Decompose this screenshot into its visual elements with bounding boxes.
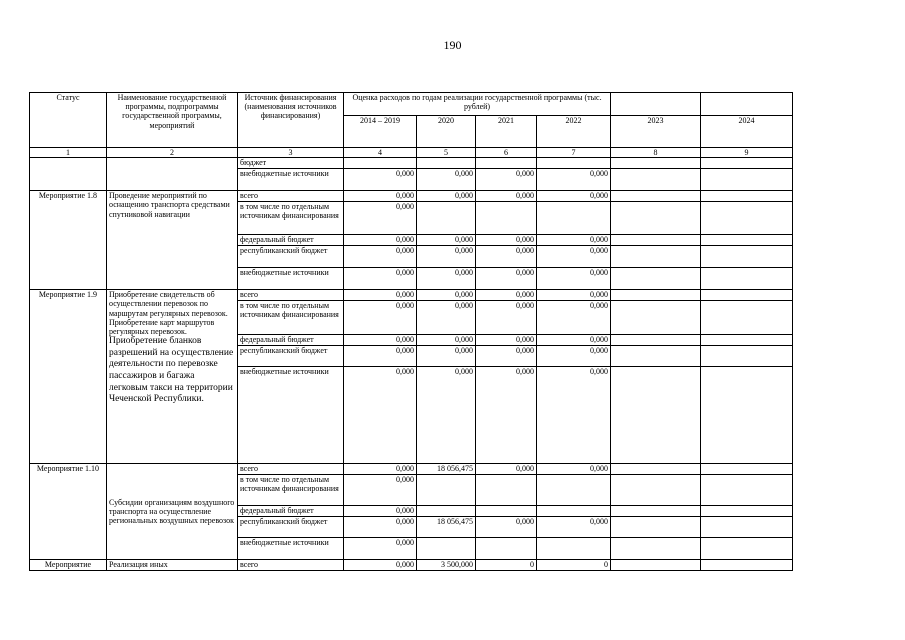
- header-status: Статус: [30, 93, 107, 148]
- source-cell: в том числе по отдельным источникам финансирования: [238, 301, 344, 335]
- year-2021: 2021: [476, 116, 537, 148]
- value-cell: 0,000: [537, 346, 611, 367]
- value-cell: 0,000: [417, 346, 476, 367]
- col-number: 5: [417, 148, 476, 158]
- source-cell: всего: [238, 464, 344, 475]
- year-2014-2019: 2014 – 2019: [344, 116, 417, 148]
- header-source: Источник финансирования (наименования источников финансирования): [238, 93, 344, 148]
- source-cell: бюджет: [238, 158, 344, 169]
- source-cell: федеральный бюджет: [238, 506, 344, 517]
- value-cell: 0,000: [537, 246, 611, 268]
- value-cell: 0,000: [344, 346, 417, 367]
- value-cell: 0,000: [344, 268, 417, 290]
- source-cell: всего: [238, 560, 344, 571]
- value-cell: 0,000: [344, 246, 417, 268]
- value-cell: 0,000: [344, 367, 417, 464]
- source-cell: внебюджетные источники: [238, 367, 344, 464]
- value-cell: 0,000: [344, 506, 417, 517]
- source-cell: федеральный бюджет: [238, 235, 344, 246]
- col-number: 2: [107, 148, 238, 158]
- value-cell: 0,000: [344, 202, 417, 235]
- value-cell: 0,000: [476, 517, 537, 538]
- value-cell: 0,000: [476, 191, 537, 202]
- value-cell: 0,000: [537, 301, 611, 335]
- value-cell: 0,000: [344, 560, 417, 571]
- name-cell: Реализация иных: [107, 560, 238, 571]
- col-number: 8: [611, 148, 701, 158]
- value-cell: 0,000: [537, 367, 611, 464]
- source-cell: республиканский бюджет: [238, 517, 344, 538]
- name-cell: Проведение мероприятий по оснащению транспорта средствами спутниковой навигации: [107, 191, 238, 290]
- name-cell: [107, 158, 238, 191]
- year-2020: 2020: [417, 116, 476, 148]
- value-cell: 18 056,475: [417, 517, 476, 538]
- header-name: Наименование государственной программы, подпрограммы государственной программы, мероприятий: [107, 93, 238, 148]
- value-cell: 0,000: [476, 268, 537, 290]
- value-cell: 0,000: [417, 268, 476, 290]
- value-cell: 0,000: [417, 367, 476, 464]
- status-cell: Мероприятие 1.10: [30, 464, 107, 560]
- value-cell: 0,000: [537, 268, 611, 290]
- status-cell: Мероприятие 1.9: [30, 290, 107, 464]
- value-cell: 0,000: [417, 235, 476, 246]
- source-cell: в том числе по отдельным источникам финансирования: [238, 475, 344, 506]
- value-cell: 0,000: [417, 301, 476, 335]
- source-cell: республиканский бюджет: [238, 246, 344, 268]
- status-cell: Мероприятие 1.8: [30, 191, 107, 290]
- value-cell: 0,000: [344, 235, 417, 246]
- status-cell: Мероприятие: [30, 560, 107, 571]
- value-cell: 0,000: [344, 538, 417, 560]
- value-cell: 0,000: [537, 517, 611, 538]
- source-cell: всего: [238, 290, 344, 301]
- source-cell: федеральный бюджет: [238, 335, 344, 346]
- value-cell: 0,000: [344, 169, 417, 191]
- value-cell: 0,000: [476, 169, 537, 191]
- col-number: 6: [476, 148, 537, 158]
- value-cell: 0: [476, 560, 537, 571]
- value-cell: 0,000: [344, 464, 417, 475]
- value-cell: 0: [537, 560, 611, 571]
- status-cell: [30, 158, 107, 191]
- source-cell: республиканский бюджет: [238, 346, 344, 367]
- name-cell: [107, 290, 238, 464]
- source-cell: внебюджетные источники: [238, 538, 344, 560]
- value-cell: 0,000: [476, 346, 537, 367]
- value-cell: 0,000: [344, 191, 417, 202]
- value-cell: 0,000: [476, 335, 537, 346]
- table-row: [30, 290, 793, 301]
- table-row: [30, 464, 793, 475]
- value-cell: 0,000: [417, 246, 476, 268]
- table-row: [30, 191, 793, 202]
- source-cell: всего: [238, 191, 344, 202]
- value-cell: 0,000: [344, 301, 417, 335]
- value-cell: 0,000: [537, 235, 611, 246]
- table-row: [30, 560, 793, 571]
- page-number: 190: [443, 38, 462, 52]
- col-number: 1: [30, 148, 107, 158]
- name-large: Приобретение бланков разрешений на осуществление деятельности по перевозке пассажиров и багажа легковым такси на территории Чеченской Республики.: [109, 336, 234, 405]
- value-cell: 0,000: [417, 191, 476, 202]
- col-number: 9: [701, 148, 793, 158]
- value-cell: 0,000: [417, 169, 476, 191]
- value-cell: 0,000: [476, 290, 537, 301]
- value-cell: 0,000: [537, 335, 611, 346]
- column-numbers-row: [30, 148, 793, 158]
- value-cell: 0,000: [417, 290, 476, 301]
- year-2022: 2022: [537, 116, 611, 148]
- table-row: [30, 158, 793, 169]
- budget-table: [29, 92, 793, 571]
- value-cell: 0,000: [476, 235, 537, 246]
- col-number: 7: [537, 148, 611, 158]
- value-cell: 0,000: [537, 464, 611, 475]
- source-cell: внебюджетные источники: [238, 268, 344, 290]
- value-cell: 0,000: [476, 301, 537, 335]
- header-estimate: Оценка расходов по годам реализации государственной программы (тыс. рублей): [344, 93, 611, 116]
- col-number: 3: [238, 148, 344, 158]
- value-cell: 3 500,000: [417, 560, 476, 571]
- name-cell: Субсидии организациям воздушного транспорта на осуществление региональных воздушных перевозок: [107, 464, 238, 560]
- col-number: 4: [344, 148, 417, 158]
- value-cell: 0,000: [537, 169, 611, 191]
- value-cell: 0,000: [344, 335, 417, 346]
- header-blank: [611, 93, 701, 116]
- source-cell: в том числе по отдельным источникам финансирования: [238, 202, 344, 235]
- year-2024: 2024: [701, 116, 793, 148]
- name-small: Приобретение свидетельств об осуществлении перевозок по маршрутам регулярных перевозок. Приобретение карт маршрутов регулярных перевозок.: [109, 290, 228, 337]
- value-cell: 0,000: [417, 335, 476, 346]
- value-cell: 0,000: [344, 475, 417, 506]
- year-2023: 2023: [611, 116, 701, 148]
- value-cell: 0,000: [476, 464, 537, 475]
- value-cell: 0,000: [537, 191, 611, 202]
- value-cell: 0,000: [537, 290, 611, 301]
- header-blank: [701, 93, 793, 116]
- value-cell: 0,000: [344, 517, 417, 538]
- value-cell: 18 056,475: [417, 464, 476, 475]
- value-cell: 0,000: [476, 246, 537, 268]
- value-cell: 0,000: [476, 367, 537, 464]
- source-cell: внебюджетные источники: [238, 169, 344, 191]
- value-cell: 0,000: [344, 290, 417, 301]
- header-row: [30, 93, 793, 116]
